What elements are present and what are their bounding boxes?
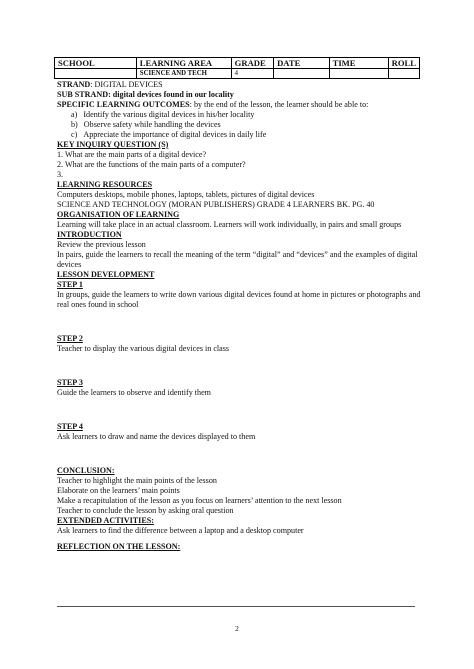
reflection-answer-line (57, 606, 415, 607)
grade-header-cell: GRADE (231, 58, 273, 69)
conclusion-line: Teacher to highlight the main points of the lesson (57, 476, 217, 485)
step-text: In groups, guide the learners to write down various digital devices found at home in pictures or photographs and real ones found in school (57, 290, 421, 309)
resources-line: SCIENCE AND TECHNOLOGY (MORAN PUBLISHERS) GRADE 4 LEARNERS BK. PG. 40 (57, 200, 375, 209)
conclusion-heading: CONCLUSION: (57, 466, 115, 475)
inquiry-heading: KEY INQUIRY QUESTION (S) (57, 140, 169, 149)
introduction-line: Review the previous lesson (57, 240, 146, 249)
time-value-cell (329, 69, 388, 79)
extended-heading: EXTENDED ACTIVITIES: (57, 516, 154, 525)
conclusion-line: Elaborate on the learners’ main points (57, 486, 180, 495)
step-title: STEP 2 (57, 334, 83, 343)
sub-strand-line (57, 90, 425, 100)
step-text: Teacher to display the various digital devices in class (57, 344, 230, 353)
school-header-cell: SCHOOL (55, 58, 137, 69)
development-heading: LESSON DEVELOPMENT (57, 270, 155, 279)
step-text: Guide the learners to observe and identify them (57, 388, 211, 397)
sub-strand-label: SUB STRAND (57, 90, 109, 99)
resources-heading: LEARNING RESOURCES (57, 180, 153, 189)
strand-label: STRAND (57, 80, 91, 89)
step-title: STEP 3 (57, 378, 83, 387)
step-title: STEP 4 (57, 422, 83, 431)
introduction-line: In pairs, guide the learners to recall the meaning of the term “digital” and “devices” and the examples of digital devices (57, 250, 418, 269)
header-row (55, 58, 420, 69)
lesson-header-table (54, 57, 420, 79)
outcome-item: c) Appreciate the importance of digital devices in daily life (71, 130, 267, 139)
learning-area-header-cell: LEARNING AREA (136, 58, 231, 69)
organisation-heading: ORGANISATION OF LEARNING (57, 210, 180, 219)
conclusion-line: Make a recapitulation of the lesson as you focus on learners’ attention to the next lesson (57, 496, 342, 505)
inquiry-item: 1. What are the main parts of a digital device? (57, 150, 207, 159)
roll-header-cell: ROLL (388, 58, 419, 69)
outcomes-intro: : by the end of the lesson, the learner should be able to: (189, 100, 369, 109)
outcome-item: b) Observe safety while handling the devices (71, 120, 221, 129)
step-text: Ask learners to draw and name the devices displayed to them (57, 432, 256, 441)
strand-line (57, 80, 425, 90)
introduction-heading: INTRODUCTION (57, 230, 122, 239)
step-title: STEP 1 (57, 280, 83, 289)
time-header-cell: TIME (329, 58, 388, 69)
page-number: 2 (235, 624, 239, 633)
outcome-item: a) Identify the various digital devices in his/her locality (71, 110, 255, 119)
strand-value: : DIGITAL DEVICES (90, 80, 163, 89)
date-header-cell: DATE (274, 58, 330, 69)
outcomes-line (57, 100, 425, 110)
resources-line: Computers desktops, mobile phones, laptops, tablets, pictures of digital devices (57, 190, 315, 199)
learning-area-value-cell: SCIENCE AND TECH (136, 69, 231, 79)
inquiry-item: 3. (57, 170, 64, 179)
outcomes-label: SPECIFIC LEARNING OUTCOMES (57, 100, 190, 109)
date-value-cell (274, 69, 330, 79)
extended-text: Ask learners to find the difference between a laptop and a desktop computer (57, 526, 304, 535)
inquiry-item: 2. What are the functions of the main parts of a computer? (57, 160, 246, 169)
school-value-cell (55, 69, 137, 79)
value-row (55, 69, 420, 79)
organisation-text: Learning will take place in an actual classroom. Learners will work individually, in pairs and small groups (57, 220, 402, 229)
lesson-plan-body (57, 80, 425, 552)
sub-strand-value: : digital devices found in our locality (108, 90, 234, 99)
grade-value-cell: 4 (231, 69, 273, 79)
reflection-heading: REFLECTION ON THE LESSON: (57, 542, 181, 551)
roll-value-cell (388, 69, 419, 79)
conclusion-line: Teacher to conclude the lesson by asking oral question (57, 506, 234, 515)
